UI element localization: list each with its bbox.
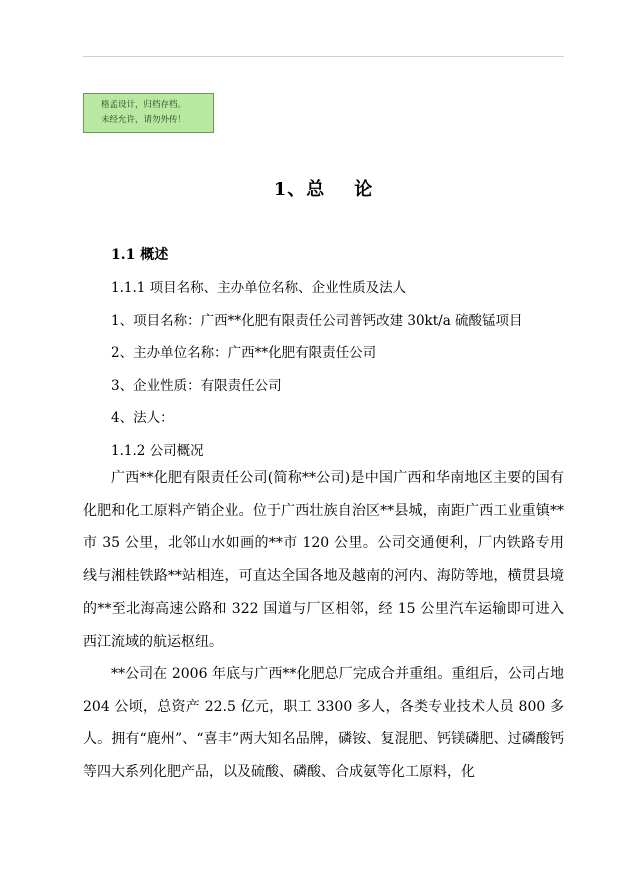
stamp-line-1: 格孟设计，归档存档。 xyxy=(101,100,187,110)
list-item-organizer: 2、主办单位名称：广西**化肥有限责任公司 xyxy=(111,345,377,361)
section-heading: 1.1 概述 xyxy=(111,247,169,263)
watermark-stamp xyxy=(83,93,214,133)
stamp-line-2: 未经允许，请勿外传！ xyxy=(101,115,187,125)
paragraph-company-overview: 广西**化肥有限责任公司(简称**公司)是中国广西和华南地区主要的国有化肥和化工原料产销企业。位于广西壮族自治区**县城，南距广西工业重镇**市 35 公里，北邻山水如画的**市 120 公里。公司交通便利，厂内铁路专用线与湘桂铁路**站相连，可直达全国各地及越南的河内、海防等地，横贯县境的**至北海高速公路和 322 国道与厂区相邻，经 15 公里汽车运输即可进入西江流域的航运枢纽。 xyxy=(83,470,564,650)
subsection-heading-1: 1.1.1 项目名称、主办单位名称、企业性质及法人 xyxy=(111,280,407,296)
chapter-title: 1、总 论 xyxy=(273,179,374,200)
list-item-legal-person: 4、法人： xyxy=(111,410,174,426)
list-item-enterprise-type: 3、企业性质：有限责任公司 xyxy=(111,378,282,394)
paragraph-restructuring: **公司在 2006 年底与广西**化肥总厂完成合并重组。重组后，公司占地 204 公顷，总资产 22.5 亿元，职工 3300 多人，各类专业技术人员 800 多人。拥有“鹿州”、“喜丰”两大知名品牌，磷铵、复混肥、钙镁磷肥、过磷酸钙等四大系列化肥产品，以及硫酸、磷酸、合成氨等化工原料，化 xyxy=(83,666,564,781)
subsection-heading-2: 1.1.2 公司概况 xyxy=(111,443,204,459)
list-item-project-name: 1、项目名称：广西**化肥有限责任公司普钙改建 30kt/a 硫酸锰项目 xyxy=(111,313,523,329)
header-rule xyxy=(83,56,564,57)
